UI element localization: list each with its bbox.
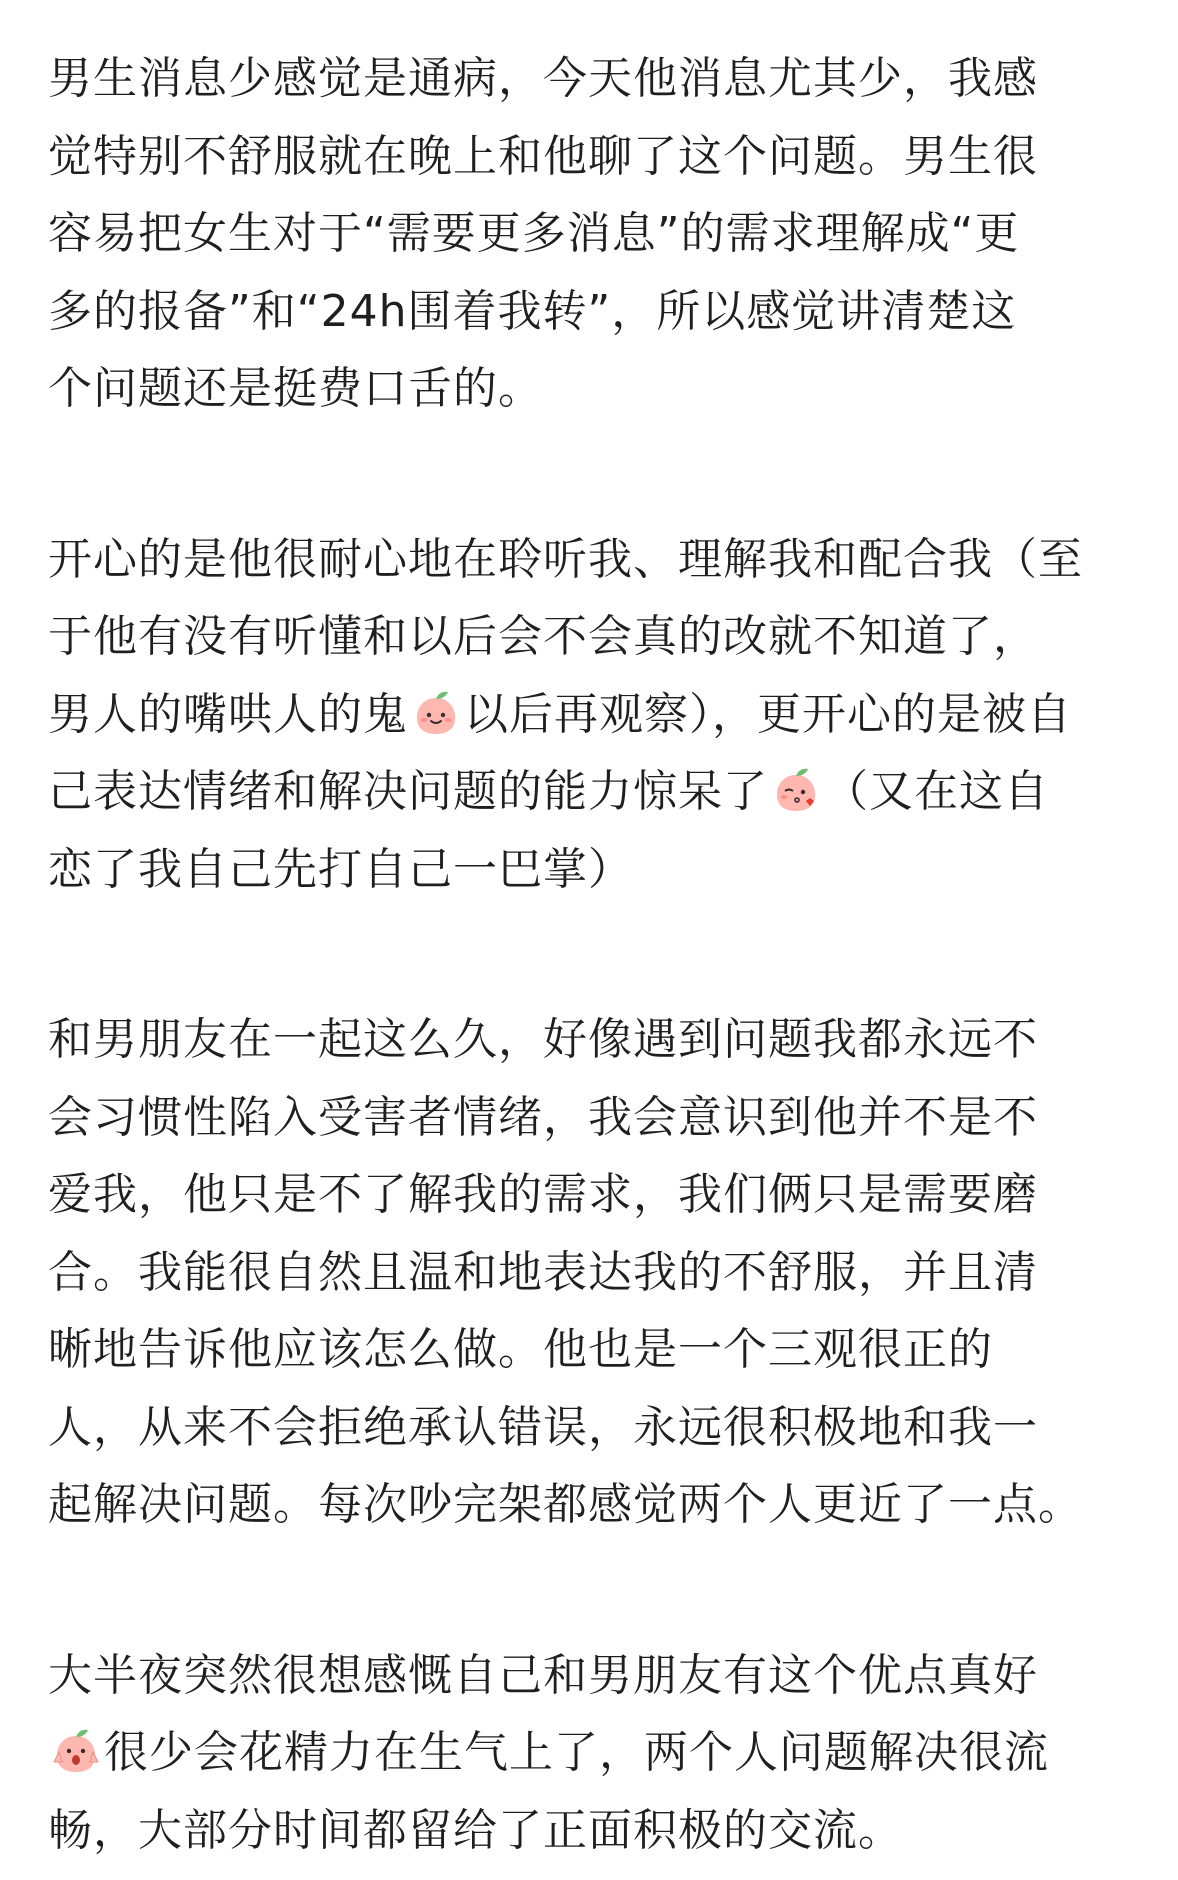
text-line: 爱我，他只是不了解我的需求，我们俩只是需要磨 [48,1169,1038,1220]
text-line: 容易把女生对于“需要更多消息”的需求理解成“更 [48,208,1020,259]
text-segment: 己表达情绪和解决问题的能力惊呆了 [48,766,768,817]
text-line: 起解决问题。每次吵完架都感觉两个人更近了一点。 [48,1479,1083,1530]
text-line: 和男朋友在一起这么久，好像遇到问题我都永远不 [48,1014,1038,1065]
text-line: 个问题还是挺费口舌的。 [48,363,543,414]
text-line [48,1714,1108,1792]
text-line: 男生消息少感觉是通病，今天他消息尤其少，我感 [48,53,1038,104]
text-line: 恋了我自己先打自己一巴掌） [48,843,633,895]
text-line [48,753,1108,831]
paragraph [48,40,1108,428]
text-line: 晰地告诉他应该怎么做。他也是一个三观很正的 [48,1324,993,1375]
cheering-peach-emoji [50,1724,102,1776]
text-line: 开心的是他很耐心地在聆听我、理解我和配合我（至 [48,533,1083,585]
text-line: 合。我能很自然且温和地表达我的不舒服，并且清 [48,1246,1038,1298]
text-line: 多的报备”和“24h围着我转”，所以感觉讲清楚这 [48,285,1017,337]
text-segment: （又在这自 [824,766,1049,817]
smiling-peach-emoji [410,686,462,738]
paragraph [48,1001,1108,1544]
text-line [48,676,1108,754]
paragraph [48,521,1108,909]
text-line: 人，从来不会拒绝承认错误，永远很积极地和我一 [48,1401,1038,1453]
text-segment: 男人的嘴哄人的鬼 [48,688,408,740]
paragraph [48,1637,1108,1870]
text-line: 觉特别不舒服就在晚上和他聊了这个问题。男生很 [48,130,1038,182]
text-segment: 以后再观察），更开心的是被自 [464,688,1072,740]
text-line: 会习惯性陷入受害者情绪，我会意识到他并不是不 [48,1091,1038,1143]
post-body [48,40,1108,1869]
text-line: 畅，大部分时间都留给了正面积极的交流。 [48,1804,903,1856]
kissing-peach-emoji [770,763,822,815]
text-segment: 很少会花精力在生气上了，两个人问题解决很流 [104,1727,1049,1778]
text-line: 于他有没有听懂和以后会不会真的改就不知道了， [48,611,1038,662]
text-line: 大半夜突然很想感慨自己和男朋友有这个优点真好 [48,1649,1038,1701]
